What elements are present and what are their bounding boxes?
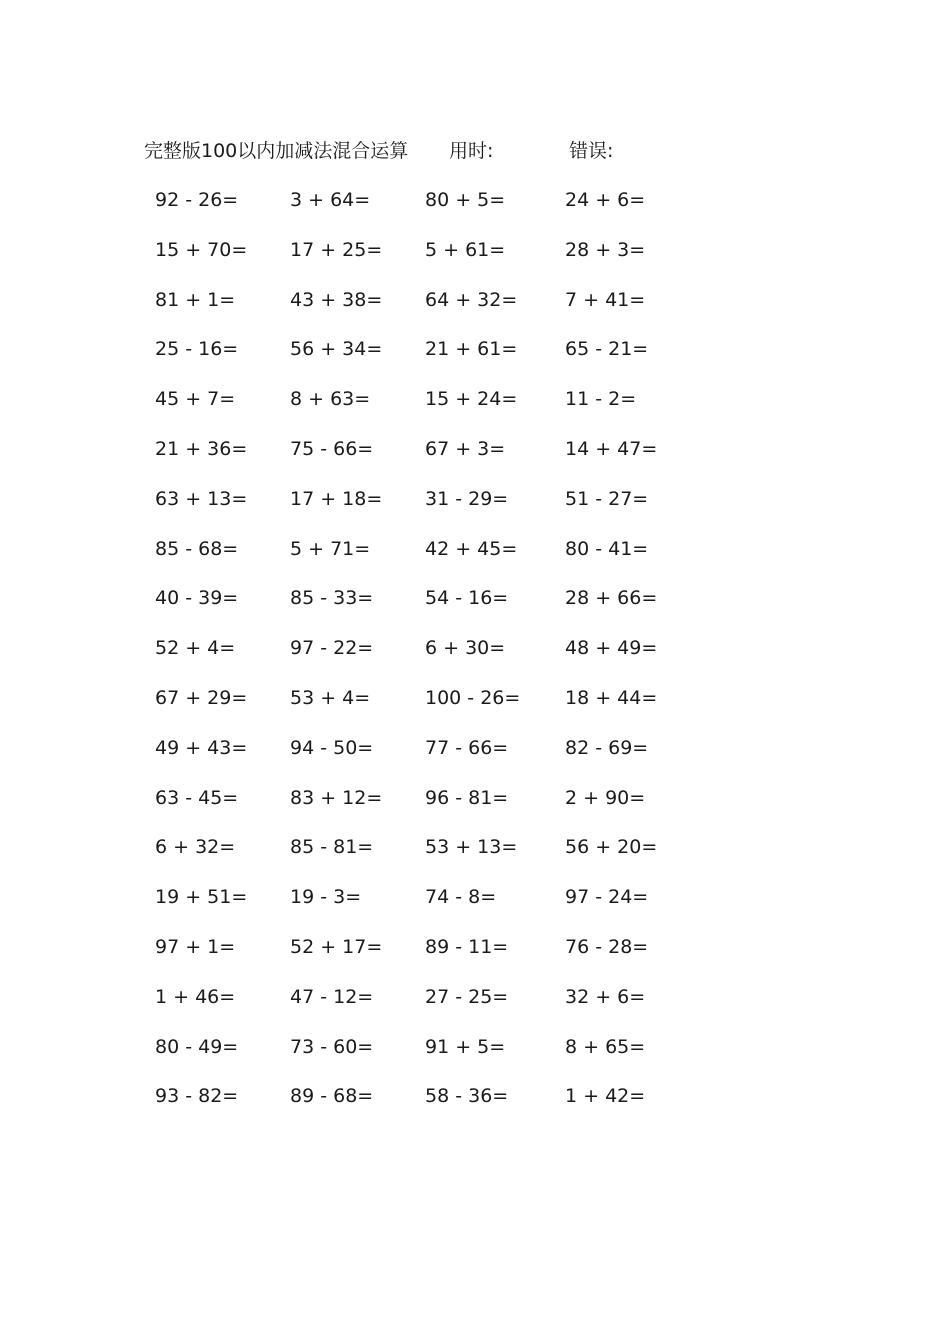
problem-item: 94 - 50= <box>290 736 374 759</box>
problem-item: 80 - 49= <box>155 1035 239 1058</box>
problem-item: 1 + 46= <box>155 985 236 1008</box>
problem-item: 53 + 13= <box>425 836 518 859</box>
problem-item: 52 + 17= <box>290 935 383 958</box>
problem-item: 91 + 5= <box>425 1035 506 1058</box>
problem-item: 8 + 65= <box>565 1035 646 1058</box>
problem-item: 17 + 18= <box>290 487 383 510</box>
problem-item: 1 + 42= <box>565 1085 646 1108</box>
problem-item: 8 + 63= <box>290 388 371 411</box>
problem-row <box>0 883 950 933</box>
problem-grid <box>0 186 950 1132</box>
problem-item: 15 + 24= <box>425 388 518 411</box>
problem-item: 89 - 68= <box>290 1085 374 1108</box>
problem-item: 11 - 2= <box>565 388 637 411</box>
problem-item: 19 + 51= <box>155 886 248 909</box>
problem-item: 7 + 41= <box>565 288 646 311</box>
problem-item: 25 - 16= <box>155 338 239 361</box>
worksheet-title: 完整版100以内加减法混合运算 <box>144 140 409 162</box>
problem-item: 77 - 66= <box>425 736 509 759</box>
problem-item: 83 + 12= <box>290 786 383 809</box>
problem-item: 14 + 47= <box>565 437 658 460</box>
problem-item: 76 - 28= <box>565 935 649 958</box>
problem-item: 82 - 69= <box>565 736 649 759</box>
problem-row <box>0 634 950 684</box>
problem-item: 80 - 41= <box>565 537 649 560</box>
problem-item: 43 + 38= <box>290 288 383 311</box>
problem-item: 85 - 33= <box>290 587 374 610</box>
problem-row <box>0 833 950 883</box>
problem-item: 56 + 20= <box>565 836 658 859</box>
problem-item: 100 - 26= <box>425 686 521 709</box>
problem-item: 67 + 3= <box>425 437 506 460</box>
problem-item: 31 - 29= <box>425 487 509 510</box>
problem-item: 27 - 25= <box>425 985 509 1008</box>
problem-item: 48 + 49= <box>565 637 658 660</box>
problem-item: 19 - 3= <box>290 886 362 909</box>
problem-row <box>0 584 950 634</box>
problem-item: 96 - 81= <box>425 786 509 809</box>
problem-item: 21 + 36= <box>155 437 248 460</box>
problem-item: 40 - 39= <box>155 587 239 610</box>
problem-item: 67 + 29= <box>155 686 248 709</box>
problem-item: 81 + 1= <box>155 288 236 311</box>
problem-item: 74 - 8= <box>425 886 497 909</box>
problem-item: 85 - 68= <box>155 537 239 560</box>
error-label: 错误: <box>569 140 614 162</box>
problem-item: 97 - 24= <box>565 886 649 909</box>
problem-item: 5 + 71= <box>290 537 371 560</box>
problem-item: 56 + 34= <box>290 338 383 361</box>
problem-item: 63 + 13= <box>155 487 248 510</box>
problem-item: 24 + 6= <box>565 189 646 211</box>
problem-row <box>0 734 950 784</box>
problem-item: 64 + 32= <box>425 288 518 311</box>
problem-item: 80 + 5= <box>425 189 506 211</box>
problem-row <box>0 1033 950 1083</box>
problem-item: 28 + 66= <box>565 587 658 610</box>
problem-item: 6 + 30= <box>425 637 506 660</box>
problem-item: 97 - 22= <box>290 637 374 660</box>
problem-item: 89 - 11= <box>425 935 509 958</box>
problem-row <box>0 385 950 435</box>
problem-item: 6 + 32= <box>155 836 236 859</box>
problem-item: 97 + 1= <box>155 935 236 958</box>
problem-row <box>0 535 950 585</box>
problem-item: 85 - 81= <box>290 836 374 859</box>
problem-row <box>0 933 950 983</box>
problem-item: 28 + 3= <box>565 238 646 261</box>
problem-item: 54 - 16= <box>425 587 509 610</box>
problem-item: 45 + 7= <box>155 388 236 411</box>
problem-item: 75 - 66= <box>290 437 374 460</box>
problem-item: 32 + 6= <box>565 985 646 1008</box>
problem-item: 73 - 60= <box>290 1035 374 1058</box>
problem-item: 2 + 90= <box>565 786 646 809</box>
problem-row <box>0 1082 950 1132</box>
problem-row <box>0 335 950 385</box>
problem-item: 47 - 12= <box>290 985 374 1008</box>
problem-row <box>0 784 950 834</box>
problem-row <box>0 684 950 734</box>
problem-row <box>0 236 950 286</box>
problem-item: 93 - 82= <box>155 1085 239 1108</box>
problem-row <box>0 435 950 485</box>
problem-item: 15 + 70= <box>155 238 248 261</box>
problem-row <box>0 983 950 1033</box>
problem-item: 92 - 26= <box>155 189 239 211</box>
problem-item: 17 + 25= <box>290 238 383 261</box>
problem-row <box>0 186 950 236</box>
problem-item: 63 - 45= <box>155 786 239 809</box>
time-label: 用时: <box>449 140 494 162</box>
problem-item: 58 - 36= <box>425 1085 509 1108</box>
problem-item: 21 + 61= <box>425 338 518 361</box>
problem-row <box>0 485 950 535</box>
problem-row <box>0 286 950 336</box>
problem-item: 65 - 21= <box>565 338 649 361</box>
problem-item: 53 + 4= <box>290 686 371 709</box>
problem-item: 5 + 61= <box>425 238 506 261</box>
problem-item: 18 + 44= <box>565 686 658 709</box>
problem-item: 49 + 43= <box>155 736 248 759</box>
problem-item: 3 + 64= <box>290 189 371 211</box>
problem-item: 52 + 4= <box>155 637 236 660</box>
problem-item: 42 + 45= <box>425 537 518 560</box>
problem-item: 51 - 27= <box>565 487 649 510</box>
